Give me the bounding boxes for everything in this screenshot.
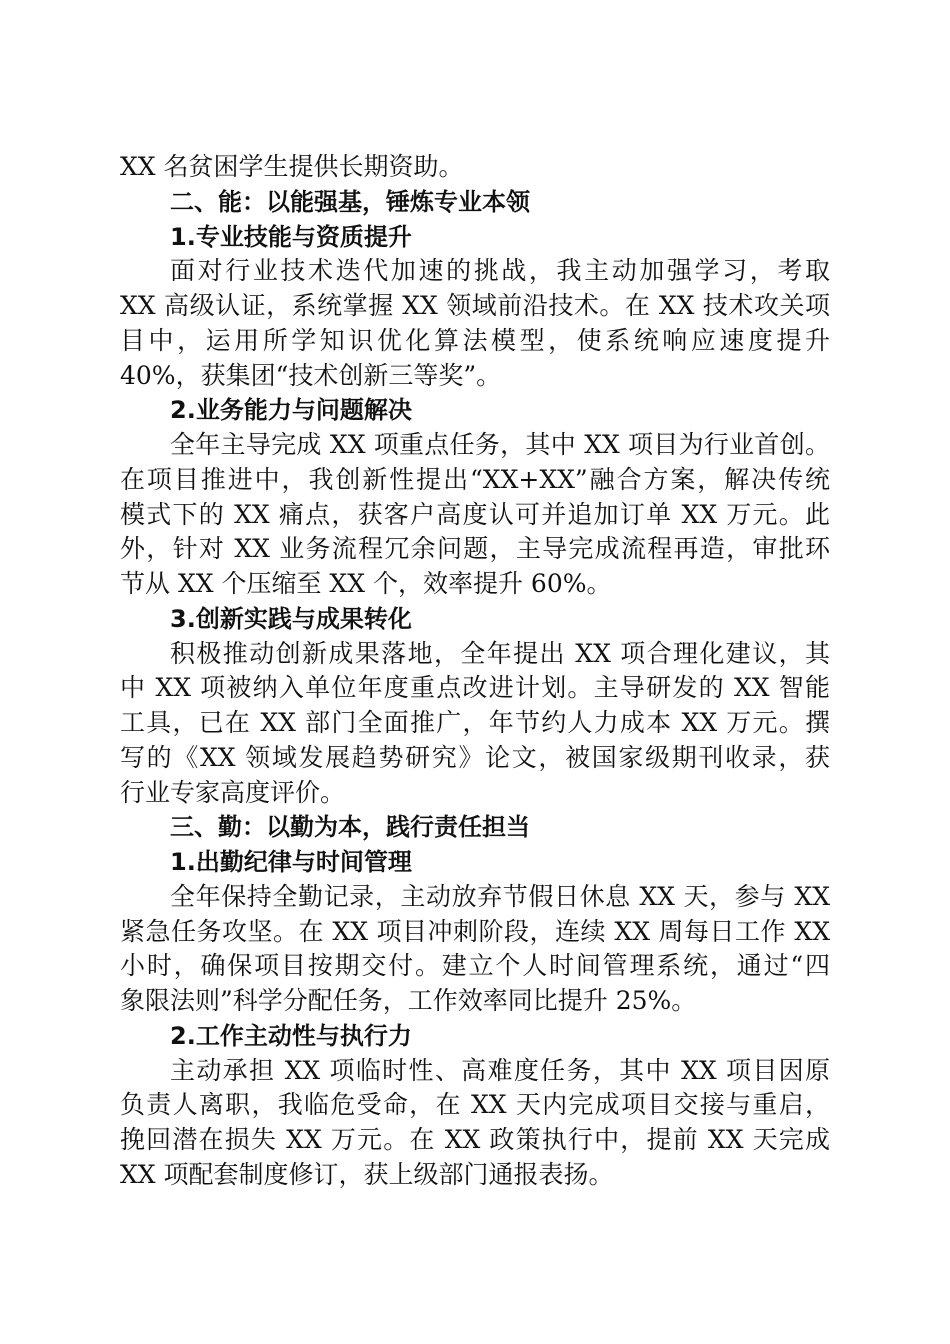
body-line: 面对行业技术迭代加速的挑战，我主动加强学习，考取 <box>170 256 830 286</box>
body-line: 积极推动创新成果落地，全年提出 XX 项合理化建议，其 <box>170 638 830 668</box>
body-line: 象限法则”科学分配任务，工作效率同比提升 25%。 <box>120 986 697 1015</box>
body-line: 中 XX 项被纳入单位年度重点改进计划。主导研发的 XX 智能 <box>120 673 830 703</box>
body-line: 40%，获集团“技术创新三等奖”。 <box>120 360 502 390</box>
body-line: 挽回潜在损失 XX 万元。在 XX 政策执行中，提前 XX 天完成 <box>120 1125 830 1154</box>
section-heading: 二、能：以能强基，锤炼专业本领 <box>170 187 530 216</box>
body-line: 目中，运用所学知识优化算法模型，使系统响应速度提升 <box>120 325 830 355</box>
body-line: 行业专家高度评价。 <box>120 777 346 807</box>
subsection-heading: 2.工作主动性与执行力 <box>170 1021 412 1050</box>
body-line: 工具，已在 XX 部门全面推广，年节约人力成本 XX 万元。撰 <box>120 708 830 737</box>
body-line: 负责人离职，我临危受命，在 XX 天内完成项目交接与重启， <box>120 1090 830 1120</box>
body-line: XX 高级认证，系统掌握 XX 领域前沿技术。在 XX 技术攻关项 <box>120 291 830 320</box>
body-line: XX 项配套制度修订，获上级部门通报表扬。 <box>120 1159 614 1189</box>
body-line: 写的《XX 领域发展趋势研究》论文，被国家级期刊收录，获 <box>120 742 830 772</box>
subsection-heading: 1.专业技能与资质提升 <box>170 222 412 251</box>
body-line: 主动承担 XX 项临时性、高难度任务，其中 XX 项目因原 <box>170 1055 830 1085</box>
subsection-heading: 3.创新实践与成果转化 <box>170 604 412 633</box>
subsection-heading: 2.业务能力与问题解决 <box>170 396 412 425</box>
body-line: 小时，确保项目按期交付。建立个人时间管理系统，通过“四 <box>120 951 830 981</box>
body-line: 节从 XX 个压缩至 XX 个，效率提升 60%。 <box>120 569 612 598</box>
body-line: 在项目推进中，我创新性提出“XX+XX”融合方案，解决传统 <box>120 464 830 494</box>
body-line: XX 名贫困学生提供长期资助。 <box>120 152 464 181</box>
subsection-heading: 1.出勤纪律与时间管理 <box>170 848 412 876</box>
body-line: 模式下的 XX 痛点，获客户高度认可并追加订单 XX 万元。此 <box>120 499 830 529</box>
body-line: 全年保持全勤记录，主动放弃节假日休息 XX 天，参与 XX <box>170 881 830 911</box>
body-line: 全年主导完成 XX 项重点任务，其中 XX 项目为行业首创。 <box>170 430 830 459</box>
body-line: 紧急任务攻坚。在 XX 项目冲刺阶段，连续 XX 周每日工作 XX <box>120 916 830 946</box>
body-line: 外，针对 XX 业务流程冗余问题，主导完成流程再造，审批环 <box>120 534 830 564</box>
section-heading: 三、勤：以勤为本，践行责任担当 <box>170 813 530 842</box>
